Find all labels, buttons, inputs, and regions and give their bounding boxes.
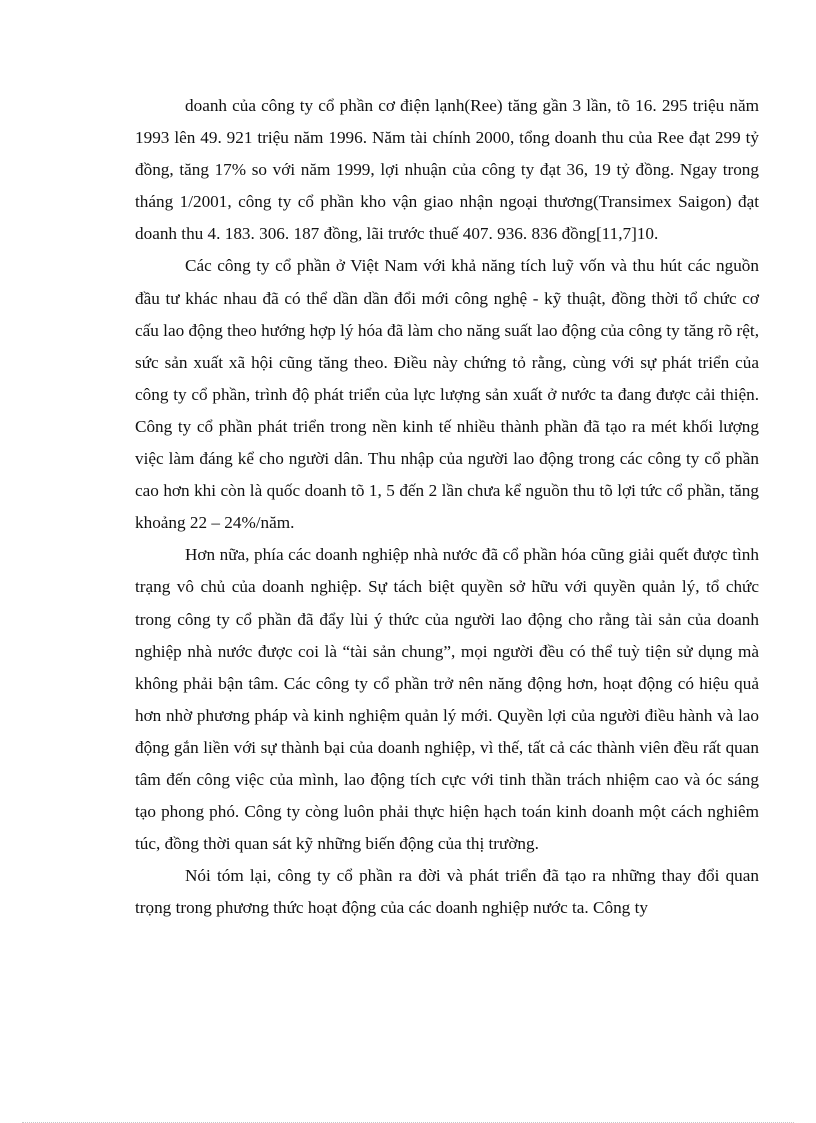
- paragraph-3: Hơn nữa, phía các doanh nghiệp nhà nước đã cổ phần hóa cũng giải quết được tình trạng vô chủ của doanh nghiệp. Sự tách biệt quyền sở hữu với quyền quản lý, tổ chức trong công ty cổ phần đã đẩy lùi ý thức của người lao động cho rằng tài sản của doanh nghiệp nhà nước được coi là “tài sản chung”, mọi người đều có thể tuỳ tiện sử dụng mà không phải bận tâm. Các công ty cổ phần trở nên năng động hơn, hoạt động có hiệu quả hơn nhờ phương pháp và kinh nghiệm quản lý mới. Quyền lợi của người điều hành và lao động gắn liền với sự thành bại của doanh nghiệp, vì thế, tất cả các thành viên đều rất quan tâm đến công việc của mình, lao động tích cực với tinh thần trách nhiệm cao và óc sáng tạo phong phó. Công ty còng luôn phải thực hiện hạch toán kinh doanh một cách nghiêm túc, đồng thời quan sát kỹ những biến động của thị trường.: [135, 545, 759, 854]
- document-body: [135, 90, 759, 924]
- paragraph-4: Nói tóm lại, công ty cổ phần ra đời và phát triển đã tạo ra những thay đổi quan trọng trong phương thức hoạt động của các doanh nghiệp nước ta. Công ty: [135, 866, 759, 918]
- paragraph-1: doanh của công ty cổ phần cơ điện lạnh(Ree) tăng gần 3 lần, tõ 16. 295 triệu năm 1993 lên 49. 921 triệu năm 1996. Năm tài chính 2000, tổng doanh thu của Ree đạt 299 tỷ đồng, tăng 17% so với năm 1999, lợi nhuận của công ty đạt 36, 19 tỷ đồng. Ngay trong tháng 1/2001, công ty cổ phần kho vận giao nhận ngoại thương(Transimex Saigon) đạt doanh thu 4. 183. 306. 187 đồng, lãi trước thuế 407. 936. 836 đồng[11,7]10.: [135, 96, 759, 244]
- paragraph-2: Các công ty cổ phần ở Việt Nam với khả năng tích luỹ vốn và thu hút các nguồn đầu tư khác nhau đã có thể dần dần đổi mới công nghệ - kỹ thuật, đồng thời tổ chức cơ cấu lao động theo hướng hợp lý hóa đã làm cho năng suất lao động của công ty tăng rõ rệt, sức sản xuất xã hội cũng tăng theo. Điều này chứng tỏ rằng, cùng với sự phát triển của công ty cổ phần, trình độ phát triển của lực lượng sản xuất ở nước ta đang được cải thiện. Công ty cổ phần phát triển trong nền kinh tế nhiều thành phần đã tạo ra mét khối lượng việc làm đáng kể cho người dân. Thu nhập của người lao động trong các công ty cổ phần cao hơn khi còn là quốc doanh tõ 1, 5 đến 2 lần chưa kể nguồn thu tõ lợi tức cổ phần, tăng khoảng 22 – 24%/năm.: [135, 256, 759, 533]
